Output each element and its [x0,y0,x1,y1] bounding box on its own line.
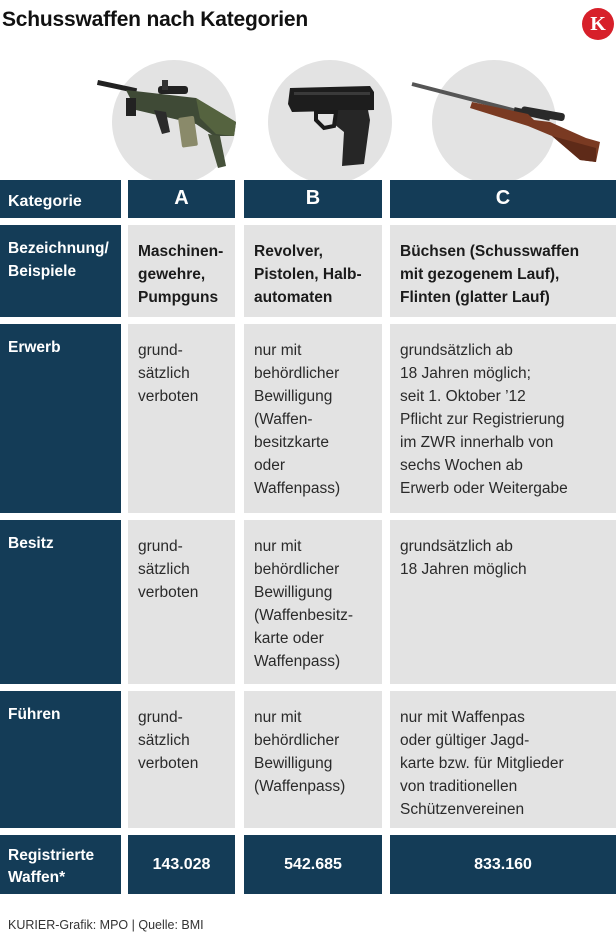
logo-letter: K [590,13,606,35]
header-kategorie-label: Kategorie [8,193,82,210]
fuehren-c: nur mit Waffenpas oder gültiger Jagd- karte bzw. für Mitglieder von traditionellen Schützenvereinen [390,691,616,828]
row-label-besitz [0,520,121,684]
header-category-c: C [390,180,616,218]
bezeichnung-a: Maschinen- gewehre, Pumpguns [128,225,235,317]
row-label-fuehren-text: Führen [8,706,61,723]
besitz-c: grundsätzlich ab 18 Jahren möglich [390,520,616,684]
pistol-icon [286,80,382,170]
fuehren-a: grund- sätzlich verboten [128,691,235,828]
row-label-erwerb [0,324,121,513]
bezeichnung-c: Büchsen (Schusswaffen mit gezogenem Lauf), Flinten (glatter Lauf) [390,225,616,317]
fuehren-b: nur mit behördlicher Bewilligung (Waffenpass) [244,691,382,828]
hunting-rifle-icon [410,80,606,166]
page-title: Schusswaffen nach Kategorien [2,8,308,31]
besitz-b: nur mit behördlicher Bewilligung (Waffenbesitz- karte oder Waffenpass) [244,520,382,684]
besitz-a: grund- sätzlich verboten [128,520,235,684]
row-label-erwerb-text: Erwerb [8,339,61,356]
row-label-bezeichnung [0,225,121,317]
kurier-logo-icon [582,8,614,40]
row-label-besitz-text: Besitz [8,535,54,552]
source-footer: KURIER-Grafik: MPO | Quelle: BMI [8,918,204,932]
header-category-b: B [244,180,382,218]
header-category-a: A [128,180,235,218]
erwerb-b: nur mit behördlicher Bewilligung (Waffen- besitzkarte oder Waffenpass) [244,324,382,513]
registriert-b: 542.685 [244,835,382,894]
erwerb-c: grundsätzlich ab 18 Jahren möglich; seit 1. Oktober ’12 Pflicht zur Registrierung im ZWR innerhalb von sechs Wochen ab Erwerb oder Weitergabe [390,324,616,513]
erwerb-a: grund- sätzlich verboten [128,324,235,513]
registriert-c: 833.160 [390,835,616,894]
assault-rifle-icon [96,74,246,184]
registriert-a: 143.028 [128,835,235,894]
bezeichnung-b: Revolver, Pistolen, Halb- automaten [244,225,382,317]
row-label-fuehren [0,691,121,828]
row-label-bezeichnung-text: Bezeichnung/ Beispiele [8,240,109,280]
row-label-registriert [0,835,121,894]
header-kategorie [0,180,121,218]
row-label-registriert-text: Registrierte Waffen* [8,847,95,886]
